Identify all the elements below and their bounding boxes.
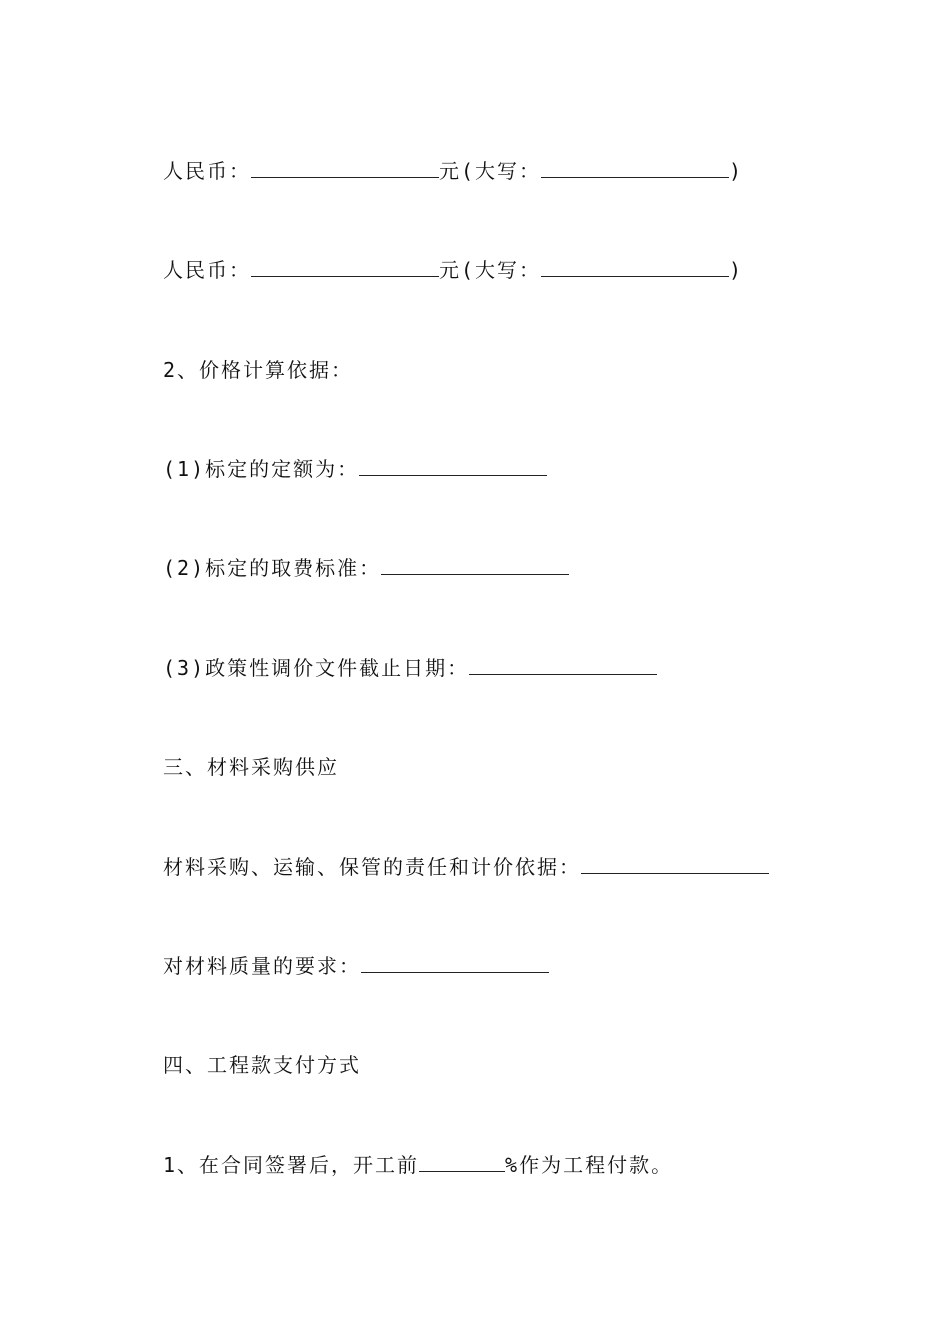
policy-date-blank[interactable] xyxy=(469,654,657,675)
material-duty-line xyxy=(163,853,769,881)
section-3-heading: 三、材料采购供应 xyxy=(163,755,339,779)
yuan-uppercase-label: 元(大写： xyxy=(439,258,542,282)
payment-suffix: %作为工程付款。 xyxy=(505,1153,674,1177)
rmb-line-1 xyxy=(163,157,743,185)
rmb-line-2 xyxy=(163,256,743,284)
fee-standard-blank[interactable] xyxy=(381,554,569,575)
close-paren: ) xyxy=(729,258,744,282)
policy-date-label: (3)政策性调价文件截止日期： xyxy=(163,656,470,680)
material-quality-line xyxy=(163,952,549,980)
yuan-uppercase-label: 元(大写： xyxy=(439,159,542,183)
close-paren: ) xyxy=(729,159,744,183)
quota-blank[interactable] xyxy=(359,455,547,476)
rmb-label: 人民币： xyxy=(163,159,251,183)
payment-percent-blank[interactable] xyxy=(419,1151,505,1172)
quota-line xyxy=(163,455,547,483)
fee-standard-label: (2)标定的取费标准： xyxy=(163,556,382,580)
policy-date-line xyxy=(163,654,657,682)
uppercase-amount-blank[interactable] xyxy=(541,157,729,178)
amount-blank[interactable] xyxy=(251,157,439,178)
payment-line-1 xyxy=(163,1151,673,1179)
material-quality-label: 对材料质量的要求： xyxy=(163,954,361,978)
material-duty-blank[interactable] xyxy=(581,853,769,874)
amount-blank[interactable] xyxy=(251,256,439,277)
material-duty-label: 材料采购、运输、保管的责任和计价依据： xyxy=(163,855,581,879)
section-4-heading: 四、工程款支付方式 xyxy=(163,1053,361,1077)
quota-label: (1)标定的定额为： xyxy=(163,457,360,481)
material-quality-blank[interactable] xyxy=(361,952,549,973)
uppercase-amount-blank[interactable] xyxy=(541,256,729,277)
payment-prefix: 1、在合同签署后，开工前 xyxy=(163,1153,420,1177)
price-basis-heading: 2、价格计算依据： xyxy=(163,358,354,382)
rmb-label: 人民币： xyxy=(163,258,251,282)
fee-standard-line xyxy=(163,554,569,582)
